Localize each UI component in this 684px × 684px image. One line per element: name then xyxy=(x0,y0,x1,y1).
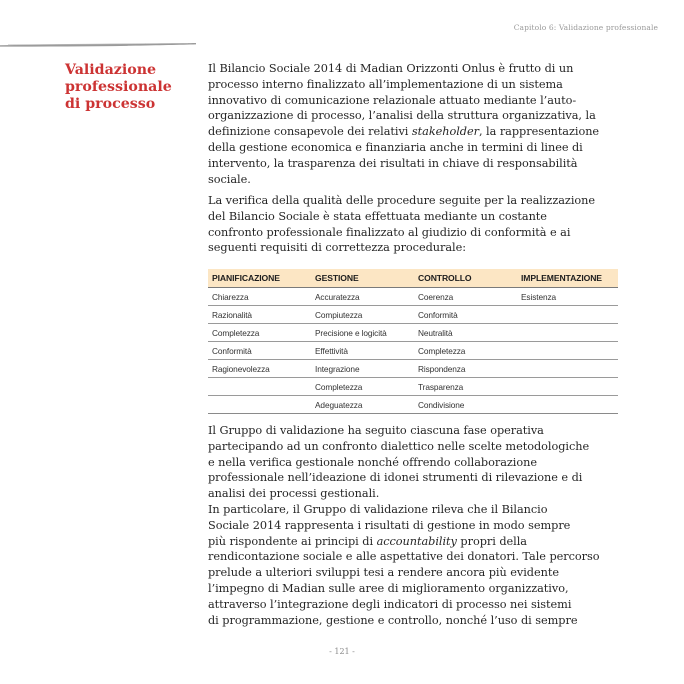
text-line: In particolare, il Gruppo di validazione rileva che il Bilancio xyxy=(208,502,548,516)
table-cell: Trasparenza xyxy=(414,378,517,396)
text-line: confronto professionale finalizzato al giudizio di conformità e ai xyxy=(208,225,571,239)
table-cell xyxy=(517,324,618,342)
table-row xyxy=(208,288,618,306)
table-cell xyxy=(208,378,311,396)
emphasis-accountability: accountability xyxy=(376,534,457,548)
table-cell xyxy=(517,342,618,360)
table-cell: Razionalità xyxy=(208,306,311,324)
text-line: partecipando ad un confronto dialettico nelle scelte metodologiche xyxy=(208,439,590,453)
text-line xyxy=(208,534,628,550)
text-fragment: più rispondente ai principi di xyxy=(208,534,377,548)
table-cell: Conformità xyxy=(414,306,517,324)
column-header-pianificazione: PIANIFICAZIONE xyxy=(208,269,311,288)
text-line: analisi dei processi gestionali. xyxy=(208,487,380,501)
table-cell xyxy=(517,396,618,414)
text-fragment: definizione consapevole dei relativi xyxy=(208,125,412,139)
column-header-implementazione: IMPLEMENTAZIONE xyxy=(517,269,618,288)
table-cell: Compiutezza xyxy=(311,306,414,324)
table-row xyxy=(208,342,618,360)
table-header-row xyxy=(208,269,618,288)
section-title-line: di processo xyxy=(65,96,156,112)
table-cell: Precisione e logicità xyxy=(311,324,414,342)
paragraph-verification xyxy=(208,193,628,256)
text-line: Sociale 2014 rappresenta i risultati di gestione in modo sempre xyxy=(208,518,571,532)
table-cell: Completezza xyxy=(208,324,311,342)
table-row xyxy=(208,324,618,342)
section-title-line: professionale xyxy=(65,79,172,95)
text-line xyxy=(208,124,628,140)
table-cell: Completezza xyxy=(414,342,517,360)
paragraph-validation-group xyxy=(208,423,628,628)
table-cell xyxy=(517,306,618,324)
text-line: del Bilancio Sociale è stata effettuata mediante un costante xyxy=(208,209,547,223)
text-line: di programmazione, gestione e controllo, nonché l’uso di sempre xyxy=(208,613,578,627)
table-cell xyxy=(517,360,618,378)
column-header-controllo: CONTROLLO xyxy=(414,269,517,288)
text-line: attraverso l’integrazione degli indicatori di processo nei sistemi xyxy=(208,597,572,611)
text-line: sociale. xyxy=(208,172,251,186)
table-cell: Completezza xyxy=(311,378,414,396)
text-line: seguenti requisiti di correttezza procedurale: xyxy=(208,241,466,255)
text-line: organizzazione di processo, l’analisi della struttura organizzativa, la xyxy=(208,109,596,123)
table-row xyxy=(208,306,618,324)
table-cell xyxy=(208,396,311,414)
text-line: rendicontazione sociale e alle aspettative dei donatori. Tale percorso xyxy=(208,550,600,564)
text-line: La verifica della qualità delle procedure seguite per la realizzazione xyxy=(208,194,595,207)
table-cell xyxy=(517,378,618,396)
table-row xyxy=(208,378,618,396)
table-cell: Conformità xyxy=(208,342,311,360)
table-cell: Adeguatezza xyxy=(311,396,414,414)
table-cell: Coerenza xyxy=(414,288,517,306)
table-cell: Effettività xyxy=(311,342,414,360)
table-cell: Esistenza xyxy=(517,288,618,306)
table-cell: Chiarezza xyxy=(208,288,311,306)
text-line: prelude a ulteriori sviluppi tesi a rendere ancora più evidente xyxy=(208,566,559,580)
section-title-line: Validazione xyxy=(65,62,157,78)
table-cell: Condivisione xyxy=(414,396,517,414)
text-line: e nella verifica gestionale nonché offrendo collaborazione xyxy=(208,455,537,469)
running-header: Capitolo 6: Validazione professionale xyxy=(513,23,658,32)
table-cell: Integrazione xyxy=(311,360,414,378)
text-line: Il Bilancio Sociale 2014 di Madian Orizzonti Onlus è frutto di un xyxy=(208,62,574,75)
text-line: professionale nell’ideazione di idonei strumenti di rilevazione e di xyxy=(208,471,583,485)
table-row xyxy=(208,396,618,414)
text-fragment: propri della xyxy=(456,534,527,548)
section-title xyxy=(65,62,183,113)
brush-stroke-divider xyxy=(0,41,196,49)
text-line: processo interno finalizzato all’implementazione di un sistema xyxy=(208,77,563,91)
table-row xyxy=(208,360,618,378)
requirements-table xyxy=(208,269,618,414)
text-line: della gestione economica e finanziaria anche in termini di linee di xyxy=(208,140,583,154)
paragraph-intro xyxy=(208,61,628,187)
column-header-gestione: GESTIONE xyxy=(311,269,414,288)
table-cell: Ragionevolezza xyxy=(208,360,311,378)
emphasis-stakeholder: stakeholder xyxy=(411,125,479,139)
text-line: l’impegno di Madian sulle aree di miglioramento organizzativo, xyxy=(208,581,569,595)
text-line: intervento, la trasparenza dei risultati in chiave di responsabilità xyxy=(208,156,578,170)
text-line: Il Gruppo di validazione ha seguito ciascuna fase operativa xyxy=(208,424,544,437)
text-line: innovativo di comunicazione relazionale attuato mediante l’auto- xyxy=(208,93,577,107)
table-cell: Rispondenza xyxy=(414,360,517,378)
page-number: - 121 - xyxy=(329,647,355,656)
text-fragment: , la rappresentazione xyxy=(478,125,600,139)
table-cell: Accuratezza xyxy=(311,288,414,306)
table-cell: Neutralità xyxy=(414,324,517,342)
